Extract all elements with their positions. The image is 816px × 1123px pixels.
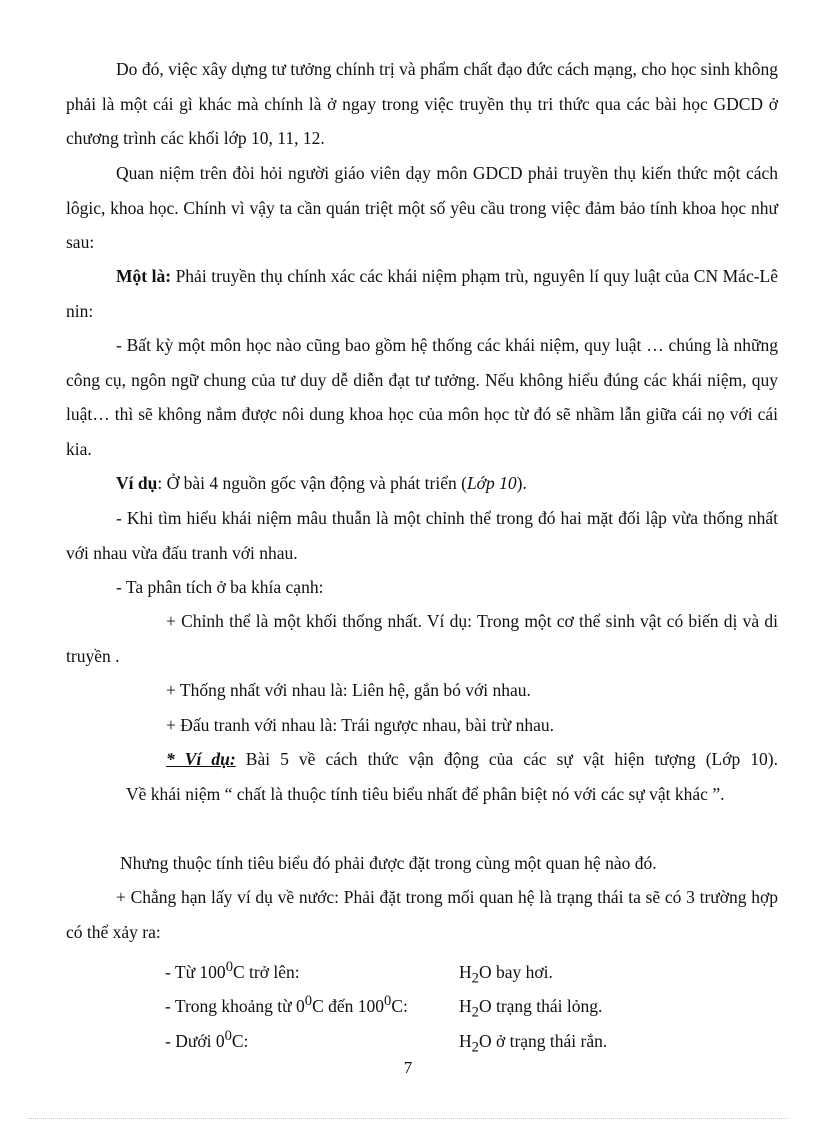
paragraph-ba-khia-canh: - Ta phân tích ở ba khía cạnh: [116,577,324,597]
paragraph-quan-niem: Quan niệm trên đòi hỏi người giáo viên dạy môn GDCD phải truyền thụ kiến thức một cách lôgic, khoa học. Chính vì vậy ta cần quán triệt một số yêu cầu trong việc đảm bảo tính khoa học như sau: [66,163,778,252]
state-result: $H_2O$ trạng thái lỏng. [459,995,603,1021]
paragraph-thuoc-tinh: Nhưng thuộc tính tiêu biểu đó phải được đặt trong cùng một quan hệ nào đó. [120,853,657,873]
paragraph-intro: Do đó, việc xây dựng tư tưởng chính trị và phẩm chất đạo đức cách mạng, cho học sinh không phải là một cái gì khác mà chính là ở ngay trong việc truyền thụ tri thức qua các bài học GDCD ở chương trình các khối lớp 10, 11, 12. [66,59,778,148]
paragraph-khai-niem-chat: Về khái niệm “ chất là thuộc tính tiêu biểu nhất để phân biệt nó với các sự vật khác ”. [126,784,725,804]
paragraph-mot-la: Một là: Phải truyền thụ chính xác các khái niệm phạm trù, nguyên lí quy luật của CN Mác-Lê nin: [66,266,778,321]
paragraph-vi-du-bai5: * Ví dụ: Bài 5 về cách thức vận động của các sự vật hiện tượng (Lớp 10). [166,749,779,769]
paragraph-bat-ky: - Bất kỳ một môn học nào cũng bao gồm hệ thống các khái niệm, quy luật … chúng là những công cụ, ngôn ngữ chung của tư duy dễ diễn đạt tư tưởng. Nếu không hiểu đúng các khái niệm, quy luật… thì sẽ không nắm được nôi dung khoa học của môn học từ đó sẽ nhầm lẫn giữa cái nọ với cái kia. [66,335,778,459]
paragraph-dau-tranh: + Đấu tranh với nhau là: Trái ngược nhau, bài trừ nhau. [166,715,555,735]
paragraph-vi-du-bai4: Ví dụ: Ở bài 4 nguồn gốc vận động và phát triển (Lớp 10). [116,473,527,493]
paragraph-vi-du-nuoc: + Chẳng hạn lấy ví dụ về nước: Phải đặt trong mối quan hệ là trạng thái ta sẽ có 3 trường hợp có thể xảy ra: [66,887,778,942]
paragraph-chinh-the: + Chỉnh thể là một khối thống nhất. Ví dụ: Trong một cơ thể sinh vật có biến dị và di truyền . [66,611,778,666]
state-condition: - Trong khoảng từ $0^0C$ đến $100^0C$: [165,993,408,1016]
state-condition: - Dưới $0^0C$: [165,1028,249,1051]
paragraph-thong-nhat: + Thống nhất với nhau là: Liên hệ, gắn bó với nhau. [166,680,531,700]
vi-du-bai5-label: * Ví dụ: [166,749,236,769]
state-condition: - Từ $100^0C$ trở lên: [165,959,300,982]
page-number: 7 [403,1058,413,1077]
state-result: $H_2O$ bay hơi. [459,961,553,987]
mot-la-label: Một là: [116,266,172,286]
vi-du-label: Ví dụ [116,473,158,493]
state-result: $H_2O$ ở trạng thái rắn. [459,1030,608,1056]
paragraph-mau-thuan: - Khi tìm hiểu khái niệm mâu thuẫn là một chỉnh thể trong đó hai mặt đối lập vừa thống nhất với nhau vừa đấu tranh với nhau. [66,508,778,563]
footer-divider [28,1118,788,1119]
